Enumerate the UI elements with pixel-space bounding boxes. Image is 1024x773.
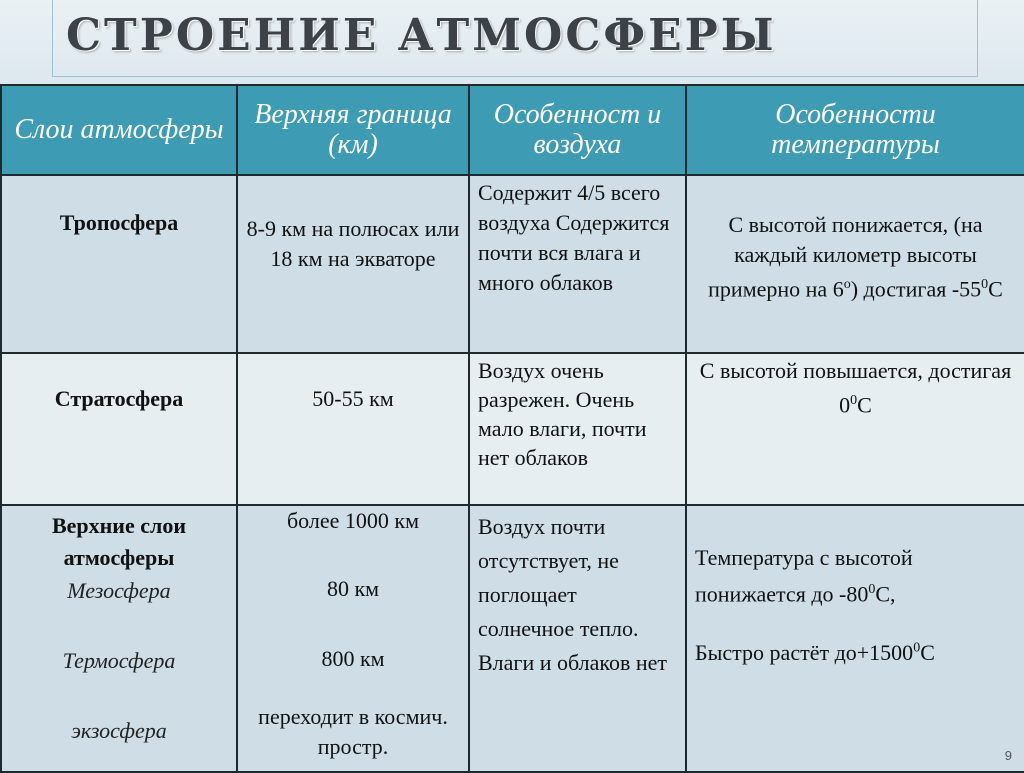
air-cell (469, 353, 686, 505)
layer-name: Верхние слои атмосферы (51, 513, 187, 570)
temperature-cell (686, 353, 1024, 505)
upper-bound-value: более 1000 км (286, 508, 420, 533)
temperature-cell (686, 175, 1024, 353)
upper-bound-value: переходит в космич. простр. (258, 704, 448, 759)
upper-bound-value: 80 км (326, 576, 380, 601)
air-cell (469, 505, 686, 772)
air-cell (469, 175, 686, 353)
air-text: Воздух почти отсутствует, не поглощает солнечное тепло. Влаги и облаков нет (478, 514, 667, 675)
upper-bound-cell (237, 175, 469, 353)
layer-cell (1, 353, 237, 505)
upper-bound-value: 8-9 км на полюсах или 18 км на экваторе (246, 216, 460, 271)
layer-name: Тропосфера (59, 210, 179, 235)
upper-bound-value: 800 км (321, 646, 385, 671)
slide-title: СТРОЕНИЕ АТМОСФЕРЫ (66, 10, 777, 61)
table-row (1, 175, 1024, 353)
layer-name: Стратосфера (54, 386, 184, 411)
air-text: Содержит 4/5 всего воздуха Содержится почти вся влага и много облаков (478, 180, 670, 295)
page-number: 9 (1004, 748, 1012, 763)
header-temperature: Особенности температуры (686, 85, 1024, 175)
upper-bound-cell (237, 353, 469, 505)
header-row (1, 85, 1024, 175)
temperature-text: Температура с высотой понижается до $-80^0С$, (695, 545, 913, 607)
header-upper-bound: Верхняя граница (км) (237, 85, 469, 175)
layer-cell (1, 175, 237, 353)
title-band (0, 0, 1024, 84)
atmosphere-table (0, 84, 1024, 773)
header-layers: Слои атмосферы (1, 85, 237, 175)
sublayer-name: Термосфера (62, 648, 176, 673)
header-air: Особенност и воздуха (469, 85, 686, 175)
sublayer-name: Мезосфера (67, 578, 171, 603)
temperature-cell (686, 505, 1024, 772)
layer-cell (1, 505, 237, 772)
sublayer-name: экзосфера (71, 718, 167, 743)
table-row (1, 353, 1024, 505)
temperature-text: С высотой повышается, достигая $0^0С$ (699, 358, 1012, 418)
temperature-text: С высотой понижается, (на каждый километр высоты примерно на $6^о$) достигая $-55^0С$ (708, 212, 1003, 302)
upper-bound-value: 50-55 км (312, 386, 394, 411)
air-text: Воздух очень разрежен. Очень мало влаги, почти нет облаков (478, 358, 647, 470)
upper-bound-cell (237, 505, 469, 772)
temperature-text: Быстро растёт $до+1500^0С$ (695, 640, 935, 666)
table-row (1, 505, 1024, 772)
